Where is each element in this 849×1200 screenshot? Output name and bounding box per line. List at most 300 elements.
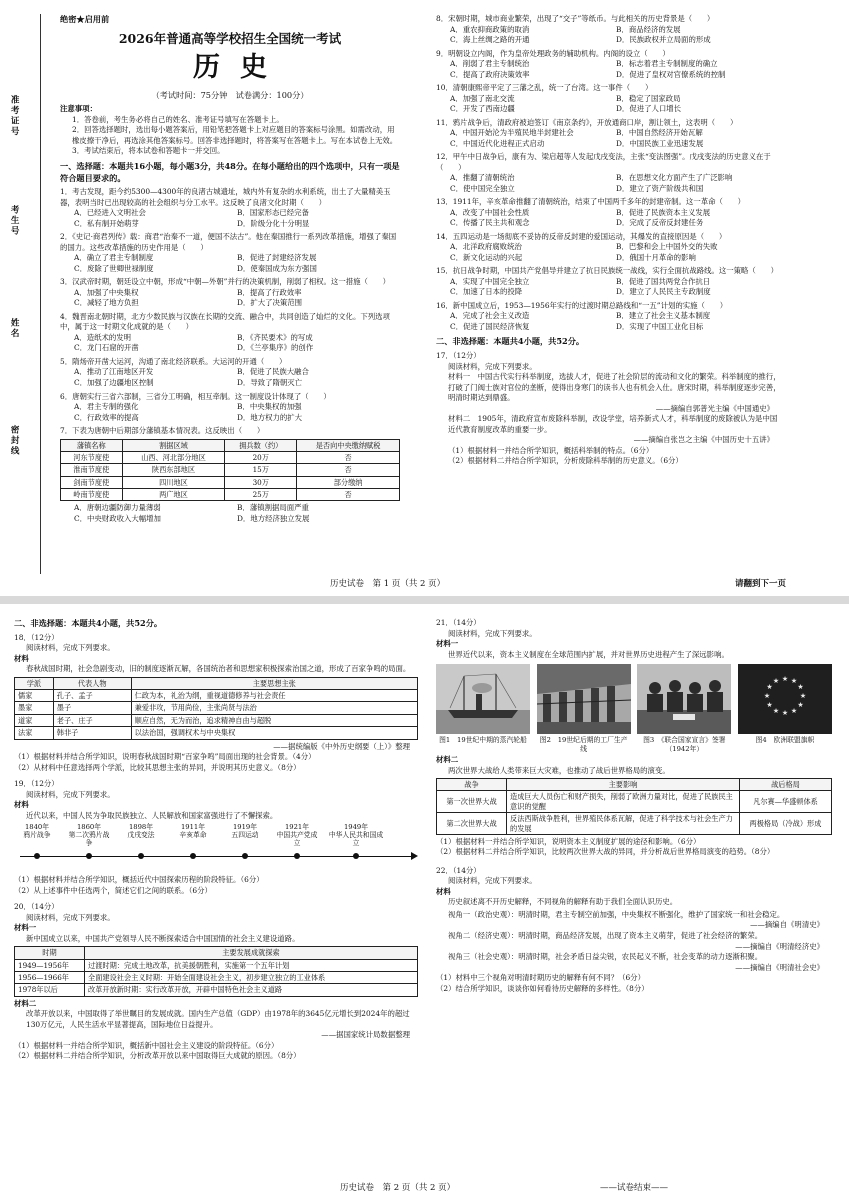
view-1: 视角一（政治史观）：明清时期，君主专制空前加强，中央集权不断强化，维护了国家统一和社会稳定。 <box>448 909 785 919</box>
option-d: D．地方经济独立发展 <box>237 513 310 523</box>
question-8 <box>436 14 782 46</box>
timeline-label: 中华人民共和国成立 <box>328 831 384 848</box>
timeline-date: 1919年 <box>232 823 258 832</box>
material-text: 春秋战国时期，社会急剧变动，旧的制度逐渐瓦解，各国统治者和思想家积极探索治国之道，形成了百家争鸣的局面。 <box>26 664 411 674</box>
question-20 <box>14 902 418 1062</box>
question-head: 20．（14分） <box>14 902 59 912</box>
option-b: B．促进了封建经济发展 <box>237 253 317 263</box>
question-stem: 3．汉武帝时期，朝廷设立中朝，形成“中朝—外朝”并行的决策机制，削弱了相权。这一措施（ ） <box>60 277 391 287</box>
secret-mark: 绝密★启用前 <box>60 14 110 24</box>
requirement-2: （2）从上述事件中任选两个，简述它们之间的联系。（6分） <box>14 885 212 895</box>
table-cell: 仁政为本，礼治为纲，重视道德修养与社会责任 <box>131 690 417 702</box>
svg-text:★: ★ <box>763 692 771 701</box>
option-b: B．促进了国共两党合作抗日 <box>616 276 711 286</box>
table-cell: 岭南节度使 <box>61 489 123 501</box>
table-row <box>61 476 400 488</box>
table-cell: 四川地区 <box>122 476 225 488</box>
history-timeline <box>14 823 418 873</box>
option-d: D．导致了隋朝灭亡 <box>237 377 303 387</box>
option-a: A．削弱了君主专制统治 <box>450 59 530 69</box>
option-d: D．完成了反帝反封建任务 <box>616 218 704 228</box>
view-2: 视角二（经济史观）：明清时期，商品经济发展，出现了资本主义萌芽，促进了社会经济的繁荣。 <box>448 930 763 940</box>
option-a: A．已经进入文明社会 <box>74 208 146 218</box>
option-d: D．促进了人口增长 <box>616 104 682 114</box>
option-d: D．俄国十月革命的影响 <box>616 252 696 262</box>
page2-right-column <box>436 618 832 1178</box>
table-row <box>61 451 400 463</box>
option-b: B．藩镇割据局面严重 <box>237 503 309 513</box>
subject-title: 历史 <box>193 52 287 84</box>
schools-table <box>14 677 418 740</box>
option-b: B．提高了行政效率 <box>237 287 302 297</box>
page-footer-right: ——试卷结束—— <box>600 1183 669 1193</box>
table-cell: 1956—1966年 <box>15 971 85 983</box>
option-d: D．地方权力的扩大 <box>237 412 303 422</box>
question-stem: 12．甲午中日战争后，康有为、梁启超等人发起戊戌变法，主张“变法图强”。戊戌变法的历史意义在于（ ） <box>436 152 771 172</box>
option-c: C．促进了国民经济恢复 <box>450 321 530 331</box>
question-head: 19．（12分） <box>14 779 59 789</box>
option-d: D．民族政权并立局面的形成 <box>616 35 711 45</box>
question-stem: 1．考古发现，距今约5300—4300年的良渚古城遗址，城内外有复杂的水利系统，出土了大量精美玉器，表明当时已出现较高的社会组织与分工水平。这反映了良渚文化时期（ ） <box>60 187 391 207</box>
timeline-event <box>170 823 216 839</box>
view-2-source: ——摘编自《明清经济史》 <box>735 941 824 951</box>
question-stem: 4．魏晋南北朝时期，北方少数民族与汉族在长期的交流、融合中，共同创造了灿烂的文化。下列选项中，属于这一时期文化成就的是（ ） <box>60 311 390 332</box>
question-4 <box>60 312 400 354</box>
picture-steamship <box>436 664 530 753</box>
material-1-source: ——摘编自郭普光主编《中国通史》 <box>655 403 774 413</box>
question-intro: 阅读材料，完成下列要求。 <box>448 628 537 638</box>
svg-text:★: ★ <box>772 707 780 716</box>
picture-declaration <box>637 664 731 753</box>
option-b: B．中国自然经济开始瓦解 <box>616 128 703 138</box>
question-stem: 11．鸦片战争后，清政府被迫签订《南京条约》，开放通商口岸，割让领土，这表明（ ） <box>436 117 738 127</box>
exam-page-2 <box>0 604 849 1200</box>
question-3 <box>60 277 400 309</box>
option-a: A．加强了南北交流 <box>450 93 515 103</box>
option-a: A．确立了君主专制制度 <box>74 253 154 263</box>
picture-caption: 图4 欧洲联盟旗帜 <box>755 736 815 745</box>
option-d: D．扩大了决策范围 <box>237 298 303 308</box>
picture-row <box>436 664 832 753</box>
table-cell: 剑南节度使 <box>61 476 123 488</box>
timeline-event <box>222 823 268 839</box>
question-21 <box>436 618 832 858</box>
table-row <box>15 971 418 983</box>
table-row <box>437 791 832 813</box>
page-footer: 历史试卷 第 2 页（共 2 页） <box>340 1183 456 1193</box>
table-row <box>15 727 418 739</box>
table-cell: 25万 <box>225 489 297 501</box>
table-cell: 改革开放新时期：实行改革开放，开辟中国特色社会主义道路 <box>85 984 418 996</box>
question-10 <box>436 83 782 115</box>
option-a: A．实现了中国完全独立 <box>450 276 530 286</box>
page-gap <box>0 596 849 604</box>
question-11 <box>436 118 782 150</box>
option-a: A．北洋政府腐败统治 <box>450 242 522 252</box>
timeline-event <box>274 823 320 847</box>
requirement-1: （1）材料中三个视角对明清时期历史的解释有何不同？（6分） <box>436 973 645 983</box>
question-stem: 5．隋炀帝开凿大运河，沟通了南北经济联系。大运河的开通（ ） <box>60 356 287 366</box>
material-2: 两次世界大战给人类带来巨大灾难，也推动了战后世界格局的演变。 <box>448 765 670 775</box>
material-2: 材料二 1905年，清政府宣布废除科举制，改设学堂，培养新式人才，科举制度的废除被认为是中国近代教育制度改革的重要一步。 <box>448 414 778 434</box>
option-b: B．促进了民族资本主义发展 <box>616 207 711 217</box>
timeline-label: 中国共产党成立 <box>276 831 318 848</box>
question-stem: 8．宋朝时期，城市商业繁荣，出现了“交子”等纸币。与此相关的历史背景是（ ） <box>436 14 715 23</box>
svg-text:★: ★ <box>790 707 798 716</box>
option-d: D．中国民族工业迅速发展 <box>616 138 704 148</box>
section-2-heading: 二、非选择题：本题共4小题，共52分。 <box>14 618 163 628</box>
option-b: B．标志着君主专制制度的确立 <box>616 59 718 69</box>
table-cell: 河东节度使 <box>61 451 123 463</box>
option-c: C．海上丝绸之路的开通 <box>450 35 530 45</box>
table-cell: 两广地区 <box>122 489 225 501</box>
eu-flag-image <box>738 664 832 734</box>
table-cell: 孔子、孟子 <box>53 690 131 702</box>
material-2-source: ——摘编自张岂之主编《中国历史十五讲》 <box>633 435 774 445</box>
timeline-label: 鸦片战争 <box>23 831 51 840</box>
table-cell: 兼爱非攻，节用尚俭，主张尚贤与法治 <box>131 702 417 714</box>
table-header: 主要影响 <box>507 779 740 791</box>
question-7 <box>60 426 400 524</box>
seal-line <box>40 14 41 574</box>
question-intro: 阅读材料，完成下列要求。 <box>26 643 115 653</box>
table-header-row <box>15 677 418 689</box>
table-row <box>15 690 418 702</box>
table-cell: 1949—1956年 <box>15 959 85 971</box>
wars-table <box>436 778 832 835</box>
option-d: D．《兰亭集序》的创作 <box>237 343 314 353</box>
option-c: C．废除了世卿世禄制度 <box>74 263 154 273</box>
requirement-2: （2）根据材料二并结合所学知识，分析改革开放以来中国取得巨大成就的原因。（8分） <box>14 1051 301 1061</box>
material-2-label: 材料二 <box>436 755 459 765</box>
question-stem: 10．清朝康熙帝平定了三藩之乱，统一了台湾。这一事件（ ） <box>436 83 653 93</box>
question-stem: 16．新中国成立后，1953—1956年实行的过渡时期总路线和“一五”计划的实施（ ） <box>436 300 728 310</box>
table-header: 主要思想主张 <box>131 677 417 689</box>
timeline-label: 第二次鸦片战争 <box>68 831 110 848</box>
table-row <box>61 489 400 501</box>
question-stem: 14．五四运动是一场彻底不妥协的反帝反封建的爱国运动，其爆发的直接原因是（ ） <box>436 231 727 241</box>
table-row <box>61 464 400 476</box>
question-14 <box>436 232 782 264</box>
question-18 <box>14 633 418 773</box>
option-b: B．促进了民族大融合 <box>237 367 309 377</box>
table-row <box>15 714 418 726</box>
timeline-dot <box>34 853 40 859</box>
note-2: 2．回答选择题时，选出每小题答案后，用铅笔把答题卡上对应题目的答案标号涂黑。如需改动，用橡皮擦干净后，再选涂其他答案标号。回答非选择题时，将答案写在答题卡上。写在本试卷上无效。 <box>72 125 398 145</box>
question-22 <box>436 866 832 994</box>
table-cell: 顺应自然，无为而治，追求精神自由与超脱 <box>131 714 417 726</box>
timeline-date: 1840年 <box>24 823 50 832</box>
option-c: C．私有制开始萌芽 <box>74 218 139 228</box>
page1-right-column <box>436 14 782 574</box>
section-1-heading: 一、选择题：本题共16小题，每小题3分，共48分。在每小题给出的四个选项中，只有一项是符合题目要求的。 <box>60 160 400 183</box>
note-1: 1．答卷前，考生务必将自己的姓名、准考证号填写在答题卡上。 <box>72 114 284 124</box>
option-c: C．减轻了地方负担 <box>74 298 139 308</box>
picture-caption: 图3 《联合国家宣言》签署（1942年） <box>643 736 726 753</box>
material-text: 近代以来，中国人民为争取民族独立、人民解放和国家富强进行了不懈探索。 <box>26 810 278 820</box>
factory-image <box>537 664 631 734</box>
svg-text:★: ★ <box>797 701 804 710</box>
timeline-dot <box>190 853 196 859</box>
question-head: 17．（12分） <box>436 351 481 361</box>
svg-text:★: ★ <box>781 675 789 684</box>
table-cell: 30万 <box>225 476 297 488</box>
question-9 <box>436 49 782 81</box>
table-cell: 两极格局（冷战）形成 <box>740 813 832 835</box>
requirement-2: （2）从材料中任意选择两个学派，比较其思想主张的异同，并说明其历史意义。（8分） <box>14 762 301 772</box>
exam-title: 2026年普通高等学校招生全国统一考试 <box>118 30 342 46</box>
timeline-label: 戊戌变法 <box>127 831 155 840</box>
material-1: 世界近代以来，资本主义制度在全球范围内扩展，并对世界历史进程产生了深远影响。 <box>448 649 729 659</box>
declaration-signing-image <box>637 664 731 734</box>
option-c: C．传播了民主共和观念 <box>450 218 530 228</box>
periods-table <box>14 946 418 996</box>
table-cell: 反法西斯战争胜利，世界殖民体系瓦解，促进了科学技术与社会生产力的发展 <box>507 813 740 835</box>
question-16 <box>436 301 782 333</box>
question-5 <box>60 357 400 389</box>
option-a: A．重农抑商政策的取消 <box>450 24 530 34</box>
timeline-date: 1949年 <box>343 823 369 832</box>
question-stem: 15．抗日战争时期，中国共产党倡导并建立了抗日民族统一战线，实行全面抗战路线。这一策略（ ） <box>436 266 778 276</box>
table-header: 拥兵数（约） <box>225 439 297 451</box>
table-header: 时期 <box>15 947 85 959</box>
table-header: 割据区域 <box>122 439 225 451</box>
exam-page-1 <box>0 0 849 596</box>
question-stem: 13．1911年，辛亥革命推翻了清朝统治，结束了中国两千多年的封建帝制。这一革命（ ） <box>436 197 746 207</box>
timeline-label: 辛亥革命 <box>179 831 207 840</box>
requirement-1: （1）根据材料并结合所学知识，说明春秋战国时期“百家争鸣”局面出现的社会背景。（4分） <box>14 752 316 762</box>
option-a: A．君主专制的强化 <box>74 402 139 412</box>
note-3: 3．考试结束后，将本试卷和答题卡一并交回。 <box>72 146 225 156</box>
question-intro: 阅读材料，完成下列要求。 <box>448 361 537 371</box>
table-header: 学派 <box>15 677 54 689</box>
option-d: D．阶级分化十分明显 <box>237 218 310 228</box>
material-label: 材料 <box>14 800 29 810</box>
table-cell: 15万 <box>225 464 297 476</box>
question-15 <box>436 266 782 298</box>
option-a: A．改变了中国社会性质 <box>450 207 530 217</box>
requirement-2: （2）结合所学知识，谈谈你如何看待历史解释的多样性。（8分） <box>436 983 649 993</box>
material-1-label: 材料一 <box>14 923 37 933</box>
option-c: C．加速了日本的投降 <box>450 287 523 297</box>
table-header: 是否向中央缴纳赋税 <box>297 439 400 451</box>
timeline-event <box>66 823 112 847</box>
timeline-event <box>14 823 60 839</box>
option-a: A．推翻了清朝统治 <box>450 173 515 183</box>
table-cell: 部分缴纳 <box>297 476 400 488</box>
material-source: ——据统编版《中外历史纲要（上）》整理 <box>273 741 410 751</box>
question-stem: 6．唐朝实行三省六部制，三省分工明确，相互牵制。这一制度设计体现了（ ） <box>60 391 331 401</box>
table-cell: 陕西东部地区 <box>122 464 225 476</box>
table-cell: 法家 <box>15 727 54 739</box>
option-d: D．实现了中国工业化目标 <box>616 321 704 331</box>
option-b: B．建立了社会主义基本制度 <box>616 311 711 321</box>
table-cell: 造成巨大人员伤亡和财产损失，削弱了欧洲力量对比，促进了民族民主意识的觉醒 <box>507 791 740 813</box>
exam-meta: （考试时间：75分钟 试卷满分：100分） <box>151 89 309 100</box>
table-cell: 1978年以后 <box>15 984 85 996</box>
material-2-label: 材料二 <box>14 998 37 1008</box>
requirement-2: （2）根据材料二并结合所学知识，比较两次世界大战的异同，并分析战后世界格局演变的趋势。（8分） <box>436 847 775 857</box>
material-text: 历史叙述离不开历史解释，不同视角的解释有助于我们全面认识历史。 <box>448 897 678 907</box>
requirement-1: （1）根据材料一并结合所学知识，说明资本主义制度扩展的途径和影响。（6分） <box>436 836 701 846</box>
seal-sidebar <box>0 0 58 596</box>
timeline-event <box>326 823 386 847</box>
requirement-1: （1）根据材料一并结合所学知识，概括科举制的特点。（6分） <box>448 445 654 455</box>
question-13 <box>436 197 782 229</box>
svg-text:★: ★ <box>781 709 789 718</box>
option-a: A．中国开始沦为半殖民地半封建社会 <box>450 128 574 138</box>
sidebar-label-zkz: 准考证号 <box>9 95 20 137</box>
timeline-dot <box>294 853 300 859</box>
option-c: C．使中国完全独立 <box>450 183 515 193</box>
question-stem: 2．《史记·商君列传》载：商君“治秦不一道，便国不法古”。他在秦国推行一系列改革措施，增强了秦国的国力。这些改革措施的历史作用是（ ） <box>60 232 397 252</box>
material-2-source: ——据国家统计局数据整理 <box>321 1030 410 1040</box>
material-1: 新中国成立以来，中国共产党领导人民不断探索适合中国国情的社会主义建设道路。 <box>26 933 300 943</box>
question-head: 18．（12分） <box>14 632 59 642</box>
table-header: 藩镇名称 <box>61 439 123 451</box>
svg-text:★: ★ <box>766 701 773 710</box>
option-d: D．建立了资产阶级共和国 <box>616 183 704 193</box>
fanzhen-table <box>60 439 400 502</box>
requirement-1: （1）根据材料并结合所学知识，概括近代中国探索历程的阶段特征。（6分） <box>14 875 264 885</box>
option-c: C．行政效率的提高 <box>74 412 139 422</box>
question-17 <box>436 351 782 467</box>
steamship-image <box>436 664 530 734</box>
question-head: 21．（14分） <box>436 618 481 627</box>
material-1: 材料一 中国古代实行科举制度，选拔人才，促进了社会阶层的流动和文化的繁荣。科举制度的推行，打破了门阀士族对官位的垄断，使得出身寒门的读书人也有机会入仕。唐宋时期，科举制度逐步完善，明清时期达到鼎盛。 <box>448 372 781 403</box>
view-3-source: ——摘编自《明清社会史》 <box>735 962 824 972</box>
section-2-heading: 二、非选择题：本题共4小题，共52分。 <box>436 336 585 347</box>
table-cell: 以法治国，强调权术与中央集权 <box>131 727 417 739</box>
question-2 <box>60 232 400 274</box>
table-cell: 韩非子 <box>53 727 131 739</box>
table-header-row <box>61 439 400 451</box>
table-header: 战争 <box>437 779 507 791</box>
material-1-label: 材料一 <box>436 639 459 649</box>
question-intro: 阅读材料，完成下列要求。 <box>26 789 115 799</box>
question-intro: 阅读材料，完成下列要求。 <box>26 912 115 922</box>
option-b: B．巴黎和会上中国外交的失败 <box>616 242 718 252</box>
option-a: A．唐朝边疆防御力量薄弱 <box>74 503 161 513</box>
requirement-1: （1）根据材料一并结合所学知识，概括新中国社会主义建设的阶段特征。（6分） <box>14 1040 279 1050</box>
option-c: C．龙门石窟的开凿 <box>74 343 139 353</box>
table-cell: 第一次世界大战 <box>437 791 507 813</box>
table-cell: 否 <box>297 489 400 501</box>
timeline-dot <box>353 853 359 859</box>
option-c: C．中国近代化进程正式启动 <box>450 138 545 148</box>
table-cell: 全面建设社会主义时期：开始全面建设社会主义，初步建立独立的工业体系 <box>85 971 418 983</box>
option-d: D．促进了皇权对官僚系统的控制 <box>616 69 726 79</box>
svg-text:★: ★ <box>799 692 807 701</box>
timeline-date: 1860年 <box>76 823 102 832</box>
table-row <box>15 702 418 714</box>
page1-left-column <box>60 14 400 574</box>
question-19 <box>14 779 418 896</box>
material-label: 材料 <box>436 886 451 896</box>
table-cell: 道家 <box>15 714 54 726</box>
timeline-date: 1921年 <box>284 823 310 832</box>
notes-title: 注意事项： <box>60 104 97 114</box>
timeline-label: 五四运动 <box>231 831 259 840</box>
option-b: B．国家形态已经完备 <box>237 208 309 218</box>
picture-eu-flag <box>738 664 832 753</box>
option-c: C．加强了边疆地区控制 <box>74 377 154 387</box>
table-header: 战后格局 <box>740 779 832 791</box>
option-a: A．造纸术的发明 <box>74 332 132 342</box>
table-cell: 凡尔赛—华盛顿体系 <box>740 791 832 813</box>
table-cell: 20万 <box>225 451 297 463</box>
question-intro: 阅读材料，完成下列要求。 <box>448 876 537 886</box>
option-c: C．中央财政收入大幅增加 <box>74 513 161 523</box>
timeline-dot <box>138 853 144 859</box>
option-a: A．完成了社会主义改造 <box>450 311 530 321</box>
sidebar-label-xm: 姓名 <box>9 318 20 339</box>
page-footer: 历史试卷 第 1 页（共 2 页） <box>330 579 446 589</box>
sidebar-label-mf: 密封线 <box>9 425 20 457</box>
view-1-source: ——摘编自《明清史》 <box>750 920 824 930</box>
table-header-row <box>437 779 832 791</box>
question-stem: 9．明朝设立内阁，作为皇帝处理政务的辅助机构。内阁的设立（ ） <box>436 48 670 58</box>
option-b: B．在思想文化方面产生了广泛影响 <box>616 173 733 183</box>
picture-factory <box>537 664 631 753</box>
table-cell: 否 <box>297 451 400 463</box>
option-c: C．开发了西南边疆 <box>450 104 515 114</box>
table-cell: 老子、庄子 <box>53 714 131 726</box>
table-cell: 淮南节度使 <box>61 464 123 476</box>
timeline-date: 1911年 <box>180 823 206 832</box>
view-3: 视角三（社会史观）：明清时期，社会矛盾日益尖锐，农民起义不断，社会变革的动力逐渐积聚。 <box>448 952 763 962</box>
question-head: 22．（14分） <box>436 865 481 875</box>
option-b: B．《齐民要术》的写成 <box>237 332 313 342</box>
timeline-dot <box>242 853 248 859</box>
option-b: B．商品经济的发展 <box>616 24 681 34</box>
table-header: 主要发展成就探索 <box>85 947 418 959</box>
requirement-2: （2）根据材料二并结合所学知识，分析废除科举制的历史意义。（6分） <box>448 456 683 466</box>
material-2: 改革开放以来，中国取得了举世瞩目的发展成就。国内生产总值（GDP）由1978年的3645亿元增长到2024年的超过130万亿元，人民生活水平显著提高，国际地位日益提升。 <box>26 1009 410 1029</box>
timeline-dot <box>86 853 92 859</box>
picture-caption: 图2 19世纪后期的工厂生产线 <box>539 736 628 753</box>
table-cell: 否 <box>297 464 400 476</box>
option-a: A．加强了中央集权 <box>74 287 139 297</box>
timeline-date: 1898年 <box>128 823 154 832</box>
table-cell: 山西、河北部分地区 <box>122 451 225 463</box>
option-d: D．使秦国成为东方强国 <box>237 263 317 273</box>
option-b: B．稳定了国家政局 <box>616 93 681 103</box>
option-d: D．建立了人民民主专政制度 <box>616 287 711 297</box>
question-stem: 7．下表为唐朝中后期部分藩镇基本情况表。这反映出（ ） <box>60 426 265 436</box>
page-footer-right: 请翻到下一页 <box>735 579 787 589</box>
table-header-row <box>15 947 418 959</box>
material-label: 材料 <box>14 653 29 663</box>
table-row <box>437 813 832 835</box>
sidebar-label-ksh: 考生号 <box>9 205 20 237</box>
table-row <box>15 959 418 971</box>
timeline-arrow-icon <box>411 852 418 860</box>
picture-caption: 图1 19世纪中期的蒸汽轮船 <box>439 736 527 745</box>
svg-text:★: ★ <box>772 677 780 686</box>
question-12 <box>436 152 782 194</box>
table-cell: 过渡时期：完成土地改革，抗美援朝胜利，实施第一个五年计划 <box>85 959 418 971</box>
table-cell: 墨家 <box>15 702 54 714</box>
table-header: 代表人物 <box>53 677 131 689</box>
table-cell: 第二次世界大战 <box>437 813 507 835</box>
table-cell: 墨子 <box>53 702 131 714</box>
option-c: C．提高了政府决策效率 <box>450 69 530 79</box>
page2-left-column <box>14 618 418 1178</box>
option-b: B．中央集权的加强 <box>237 402 302 412</box>
question-1 <box>60 187 400 229</box>
svg-text:★: ★ <box>790 677 798 686</box>
